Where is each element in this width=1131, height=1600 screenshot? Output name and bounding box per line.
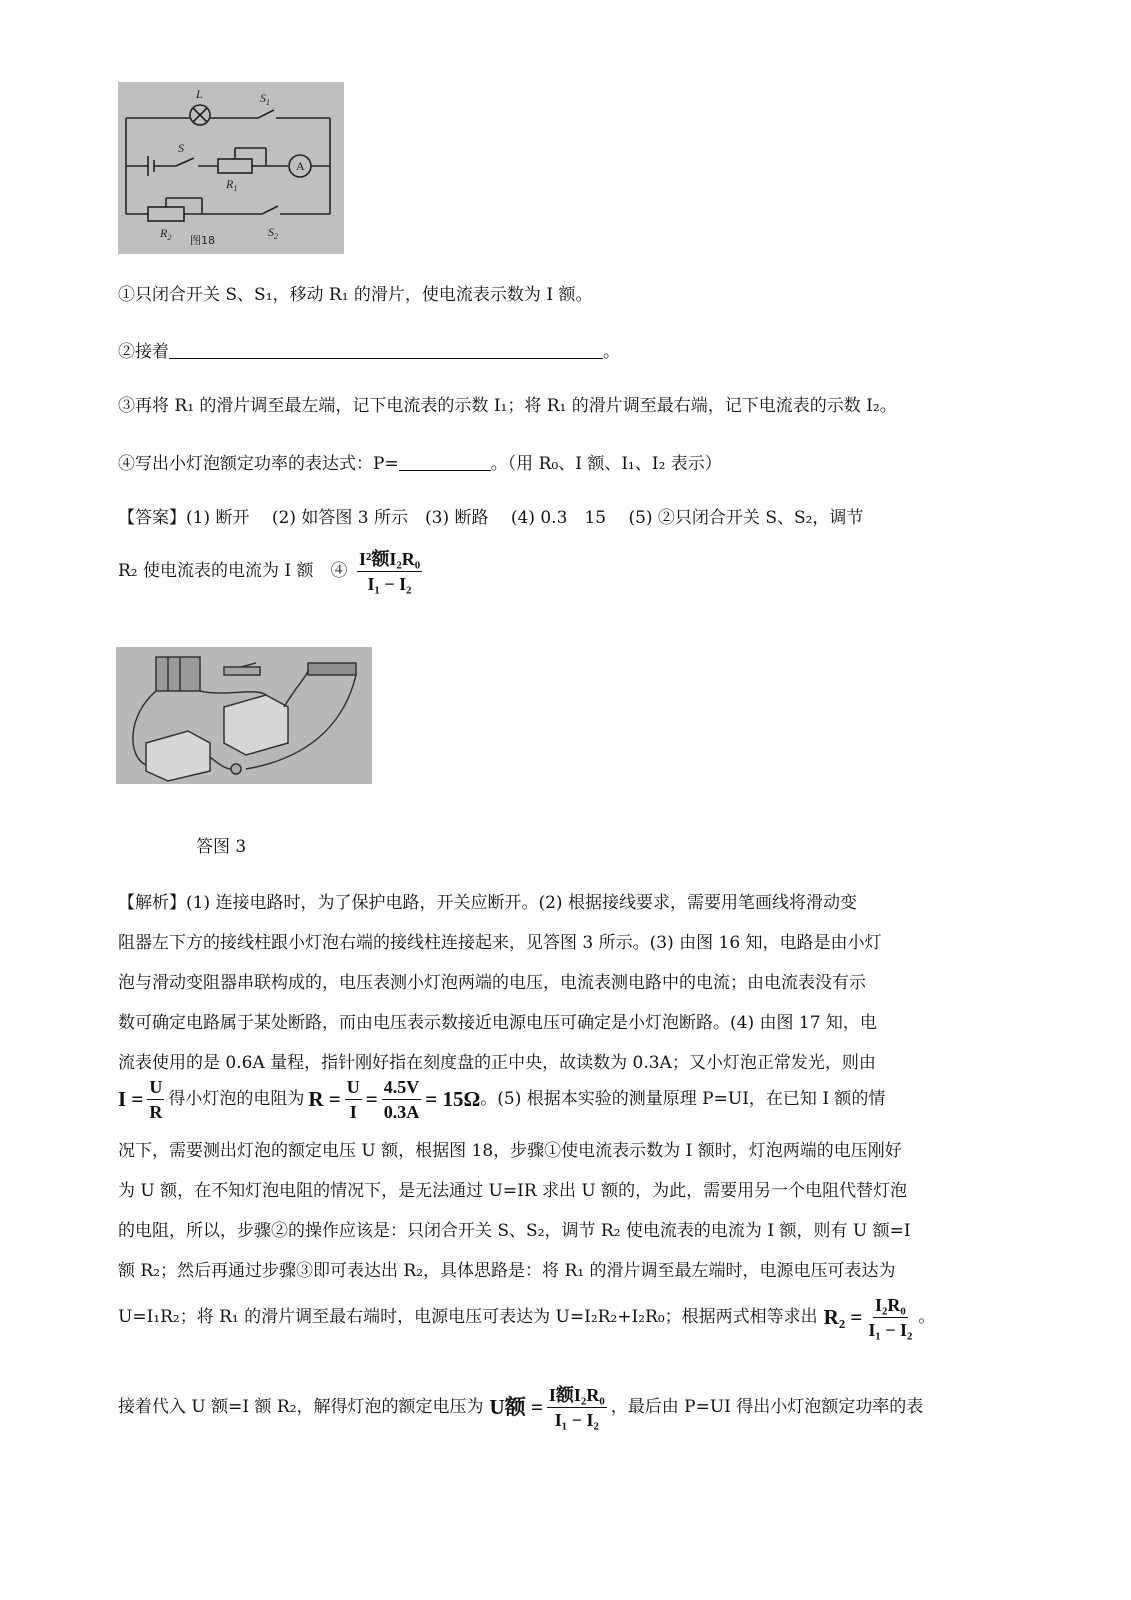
label-R1: $R_1$ — [226, 177, 238, 193]
analysis-line-8: 为 U 额，在不知灯泡电阻的情况下，是无法通过 U=IR 求出 U 额的，为此，需要用另一个电阻代替灯泡 — [118, 1181, 908, 1201]
step-4 — [118, 454, 722, 473]
answer-formula-numerator: I²额I₂R₀ — [357, 550, 422, 572]
analysis-line-12-end: ，最后由 P=UI 得出小灯泡额定功率的表 — [610, 1397, 924, 1417]
formula-result-15-ohm: = 15Ω — [425, 1087, 481, 1111]
fraction-r2-num: I₂R₀ — [873, 1296, 908, 1318]
answer-figure-3-caption: 答图 3 — [196, 837, 247, 857]
label-S: S — [178, 141, 184, 155]
analysis-line-11-end: 。 — [918, 1307, 936, 1327]
step-3: ③再将 R₁ 的滑片调至最左端，记下电流表的示数 I₁；将 R₁ 的滑片调至最右端，记下电流表的示数 I₂。 — [118, 396, 897, 416]
label-A: A — [296, 159, 305, 173]
analysis-line-12 — [118, 1386, 923, 1429]
answer-line-2-text: R₂ 使电流表的电流为 I 额 ④ — [118, 561, 348, 581]
analysis-line-12-text: 接着代入 U 额=I 额 R₂，解得灯泡的额定电压为 — [118, 1397, 484, 1417]
figure-18-caption: 图18 — [190, 234, 215, 247]
fraction-u-rated-den: I₁ − I₂ — [554, 1410, 599, 1430]
analysis-line-1: 【解析】(1) 连接电路时，为了保护电路，开关应断开。(2) 根据接线要求，需要用笔画线将滑动变 — [118, 893, 857, 913]
step-4-blank — [399, 454, 491, 471]
analysis-line-3: 泡与滑动变阻器串联构成的，电压表测小灯泡两端的电压，电流表测电路中的电流；由电流表没有示 — [118, 973, 866, 993]
analysis-line-10: 额 R₂；然后再通过步骤③即可表达出 R₂，具体思路是：将 R₁ 的滑片调至最左端时，电源电压可表达为 — [118, 1261, 896, 1281]
label-S1: $S_1$ — [260, 91, 270, 107]
step-4-suffix: 。（用 R₀、I 额、I₁、I₂ 表示） — [490, 454, 722, 474]
analysis-line-4: 数可确定电路属于某处断路，而由电压表示数接近电源电压可确定是小灯泡断路。(4) 由图 17 知，电 — [118, 1013, 877, 1033]
fraction-0-3a-den: 0.3A — [383, 1102, 420, 1122]
step-4-prefix: ④写出小灯泡额定功率的表达式：P= — [118, 454, 399, 474]
step-1: ①只闭合开关 S、S₁，移动 R₁ 的滑片，使电流表示数为 I 额。 — [118, 285, 593, 305]
answer-formula-denominator: I₁ − I₂ — [367, 574, 412, 594]
fraction-4-5v-over-0-3a — [382, 1078, 422, 1121]
fraction-u-over-r — [147, 1078, 164, 1121]
formula-i-eq: I = — [118, 1087, 144, 1111]
step-2-suffix: 。 — [603, 342, 620, 362]
step-2-prefix: ②接着 — [118, 342, 169, 362]
fraction-u-rated — [547, 1386, 607, 1429]
answer-line-2 — [118, 550, 426, 593]
fraction-r2-den: I₁ − I₂ — [868, 1320, 913, 1340]
figure-18-circuit — [118, 82, 344, 254]
answer-figure-3-photo — [116, 647, 372, 784]
fraction-u-over-i-den: I — [349, 1102, 357, 1122]
fraction-u-over-r-den: R — [149, 1102, 163, 1122]
fraction-u-over-i — [345, 1078, 362, 1121]
analysis-line-11-text: U=I₁R₂；将 R₁ 的滑片调至最右端时，电源电压可表达为 U=I₂R₂+I₂R₀；根据两式相等求出 — [118, 1307, 818, 1327]
fraction-u-over-i-num: U — [345, 1078, 362, 1100]
label-R2: $R_2$ — [160, 226, 172, 242]
apparatus-illustration — [116, 647, 372, 784]
analysis-line-11 — [118, 1296, 935, 1339]
label-S2: $S_2$ — [268, 225, 278, 241]
label-L: L — [196, 87, 203, 101]
analysis-line-6 — [118, 1078, 885, 1121]
step-2 — [118, 342, 620, 361]
analysis-line-2: 阻器左下方的接线柱跟小灯泡右端的接线柱连接起来，见答图 3 所示。(3) 由图 16 知，电路是由小灯 — [118, 933, 882, 953]
answer-line-1: 【答案】(1) 断开 (2) 如答图 3 所示 (3) 断路 (4) 0.3 15 (5) ②只闭合开关 S、S₂，调节 — [118, 508, 864, 528]
fraction-u-rated-num: I额I₂R₀ — [547, 1386, 607, 1408]
answer-formula — [357, 550, 422, 593]
formula-u-rated-eq: U额 = — [489, 1395, 543, 1419]
analysis-line-6-text-2: 。(5) 根据本实验的测量原理 P=UI，在已知 I 额的情 — [480, 1089, 886, 1109]
analysis-line-5: 流表使用的是 0.6A 量程，指针刚好指在刻度盘的正中央，故读数为 0.3A；又小灯泡正常发光，则由 — [118, 1053, 876, 1073]
formula-equals: = — [365, 1087, 378, 1111]
fraction-4-5v-num: 4.5V — [382, 1078, 422, 1100]
fraction-u-over-r-num: U — [147, 1078, 164, 1100]
step-2-blank — [169, 342, 603, 359]
formula-r2-eq: R₂ = — [823, 1305, 863, 1329]
analysis-line-9: 的电阻，所以，步骤②的操作应该是：只闭合开关 S、S₂，调节 R₂ 使电流表的电流为 I 额，则有 U 额=I — [118, 1221, 911, 1241]
circuit-diagram — [118, 82, 344, 254]
analysis-line-7: 况下，需要测出灯泡的额定电压 U 额，根据图 18，步骤①使电流表示数为 I 额时，灯泡两端的电压刚好 — [118, 1141, 902, 1161]
formula-r-eq: R = — [308, 1087, 341, 1111]
fraction-r2 — [866, 1296, 914, 1339]
analysis-line-6-text-1: 得小灯泡的电阻为 — [168, 1089, 305, 1109]
